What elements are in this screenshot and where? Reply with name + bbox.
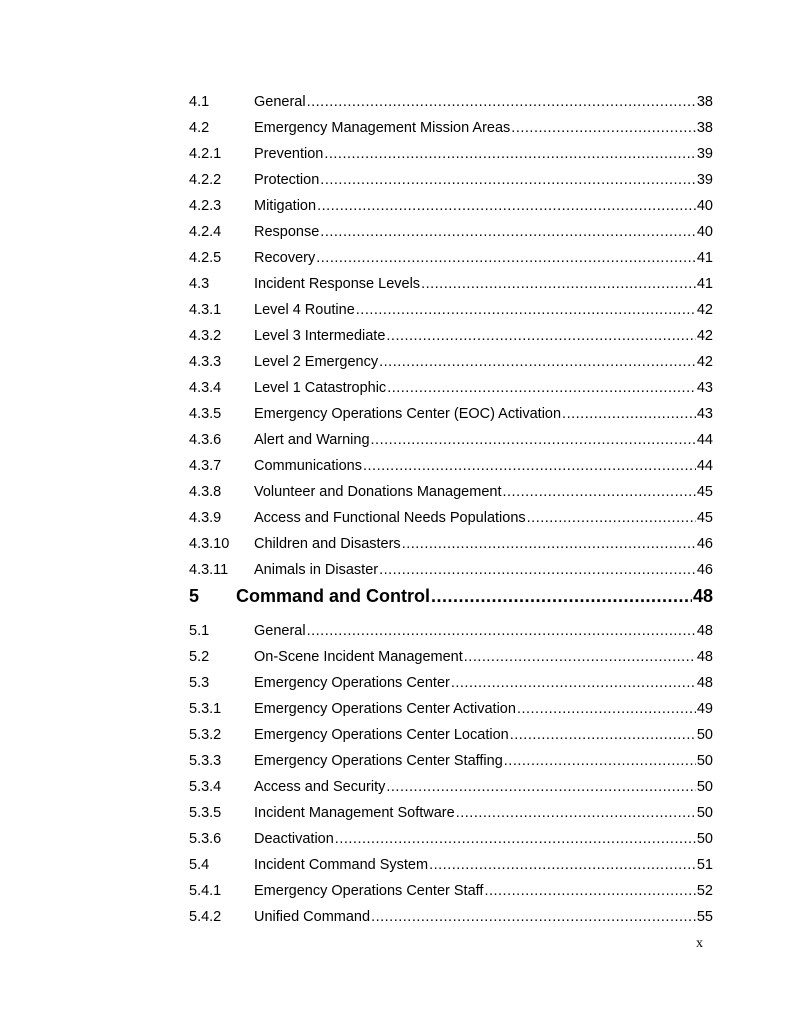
toc-number: 4.2.4 xyxy=(189,224,222,240)
toc-number: 4.3.5 xyxy=(189,406,222,422)
toc-entry[interactable] xyxy=(189,751,713,771)
toc-title: Level 4 Routine xyxy=(254,302,355,318)
toc-number: 4.3.9 xyxy=(189,510,222,526)
toc-page-number: 50 xyxy=(696,805,713,821)
toc-number: 4.3.3 xyxy=(189,354,222,370)
toc-title: Recovery xyxy=(254,250,316,266)
toc-title: General xyxy=(254,623,306,639)
toc-entry[interactable] xyxy=(189,560,713,580)
dot-leader xyxy=(307,92,696,112)
toc-entry[interactable] xyxy=(189,352,713,372)
dot-leader xyxy=(511,118,696,138)
toc-title: Level 1 Catastrophic xyxy=(254,380,387,396)
toc-entry[interactable] xyxy=(189,803,713,823)
toc-number: 5.4.1 xyxy=(189,883,222,899)
toc-entry[interactable] xyxy=(189,222,713,242)
toc-number: 5.2 xyxy=(189,649,210,665)
dot-leader xyxy=(456,803,696,823)
dot-leader xyxy=(324,144,696,164)
toc-title: Emergency Operations Center (EOC) Activation xyxy=(254,406,562,422)
toc-number: 5.3 xyxy=(189,675,210,691)
toc-number: 4.3.1 xyxy=(189,302,222,318)
toc-entry[interactable] xyxy=(189,378,713,398)
toc-page-number: 40 xyxy=(696,224,713,240)
toc-number: 4.2.3 xyxy=(189,198,222,214)
toc-entry[interactable] xyxy=(189,118,713,138)
toc-title: Incident Response Levels xyxy=(254,276,421,292)
toc-title: Incident Command System xyxy=(254,857,429,873)
toc-entry[interactable] xyxy=(189,855,713,875)
dot-leader xyxy=(320,170,696,190)
toc-entry[interactable] xyxy=(189,881,713,901)
dot-leader xyxy=(464,647,696,667)
dot-leader xyxy=(379,560,696,580)
toc-number: 4.3.2 xyxy=(189,328,222,344)
toc-entry[interactable] xyxy=(189,777,713,797)
dot-leader xyxy=(335,829,696,849)
toc-page-number: 39 xyxy=(696,172,713,188)
toc-number: 4.3.4 xyxy=(189,380,222,396)
toc-entry[interactable] xyxy=(189,404,713,424)
dot-leader xyxy=(429,855,696,875)
dot-leader xyxy=(320,222,696,242)
toc-entry[interactable] xyxy=(189,907,713,927)
toc-number: 4.3.11 xyxy=(189,562,229,578)
toc-title: Emergency Operations Center Staffing xyxy=(254,753,503,769)
toc-number: 4.3 xyxy=(189,276,210,292)
dot-leader xyxy=(504,751,696,771)
page-number: x xyxy=(696,936,703,951)
toc-number: 5 xyxy=(189,586,200,606)
toc-entry[interactable] xyxy=(189,144,713,164)
toc-title: Access and Security xyxy=(254,779,386,795)
toc-title: Emergency Operations Center Activation xyxy=(254,701,516,717)
toc-page-number: 42 xyxy=(696,302,713,318)
toc-entry[interactable] xyxy=(189,456,713,476)
toc-title: Communications xyxy=(254,458,362,474)
toc-page-number: 52 xyxy=(696,883,713,899)
toc-number: 4.3.8 xyxy=(189,484,222,500)
toc-entry[interactable] xyxy=(189,829,713,849)
toc-page-number: 55 xyxy=(696,909,713,925)
toc-page-number: 46 xyxy=(696,536,713,552)
toc-page-number: 50 xyxy=(696,753,713,769)
dot-leader xyxy=(363,456,696,476)
toc-entry[interactable] xyxy=(189,248,713,268)
toc-number: 4.2.1 xyxy=(189,146,222,162)
toc-title: Deactivation xyxy=(254,831,334,847)
toc-page-number: 39 xyxy=(696,146,713,162)
toc-number: 5.4 xyxy=(189,857,210,873)
toc-entry[interactable] xyxy=(189,621,713,641)
toc-title: Mitigation xyxy=(254,198,317,214)
dot-leader xyxy=(316,248,696,268)
toc-entry[interactable] xyxy=(189,673,713,693)
toc-number: 4.2 xyxy=(189,120,210,136)
toc-entry[interactable] xyxy=(189,482,713,502)
toc-page-number: 43 xyxy=(696,380,713,396)
toc-number: 5.3.4 xyxy=(189,779,222,795)
toc-page-number: 48 xyxy=(692,586,713,606)
toc-number: 5.4.2 xyxy=(189,909,222,925)
toc-number: 4.3.6 xyxy=(189,432,222,448)
toc-title: Level 2 Emergency xyxy=(254,354,379,370)
toc-page-number: 45 xyxy=(696,484,713,500)
toc-page-number: 51 xyxy=(696,857,713,873)
toc-page-number: 38 xyxy=(696,120,713,136)
toc-entry[interactable] xyxy=(189,725,713,745)
toc-title: Emergency Operations Center Location xyxy=(254,727,509,743)
toc-title: On-Scene Incident Management xyxy=(254,649,463,665)
dot-leader xyxy=(484,881,695,901)
toc-number: 5.3.2 xyxy=(189,727,222,743)
toc-number: 5.3.3 xyxy=(189,753,222,769)
toc-page-number: 50 xyxy=(696,727,713,743)
toc-entry[interactable] xyxy=(189,430,713,450)
toc-title: Response xyxy=(254,224,320,240)
toc-page-number: 40 xyxy=(696,198,713,214)
toc-title: Emergency Management Mission Areas xyxy=(254,120,511,136)
toc-entry[interactable] xyxy=(189,534,713,554)
toc-page-number: 38 xyxy=(696,94,713,110)
dot-leader xyxy=(510,725,696,745)
toc-page-number: 49 xyxy=(696,701,713,717)
toc-page-number: 42 xyxy=(696,328,713,344)
toc-page-number: 45 xyxy=(696,510,713,526)
toc-title: Level 3 Intermediate xyxy=(254,328,386,344)
toc-number: 5.1 xyxy=(189,623,210,639)
dot-leader xyxy=(517,699,696,719)
dot-leader xyxy=(387,378,696,398)
toc-title: Command and Control xyxy=(236,586,430,606)
toc-entry[interactable] xyxy=(189,300,713,320)
toc-number: 4.1 xyxy=(189,94,210,110)
toc-title: Emergency Operations Center xyxy=(254,675,450,691)
toc-number: 4.3.7 xyxy=(189,458,222,474)
dot-leader xyxy=(379,352,696,372)
dot-leader xyxy=(502,482,695,502)
toc-number: 4.3.10 xyxy=(189,536,230,552)
toc-page-number: 48 xyxy=(696,675,713,691)
dot-leader xyxy=(451,673,696,693)
toc-title: Emergency Operations Center Staff xyxy=(254,883,484,899)
toc-title: Protection xyxy=(254,172,320,188)
toc-page-number: 41 xyxy=(696,250,713,266)
dot-leader xyxy=(317,196,696,216)
toc-page-number: 48 xyxy=(696,649,713,665)
dot-leader xyxy=(562,404,696,424)
toc-number: 5.3.5 xyxy=(189,805,222,821)
toc-entry[interactable] xyxy=(189,647,713,667)
dot-leader xyxy=(527,508,696,528)
toc-page-number: 44 xyxy=(696,458,713,474)
toc-number: 4.2.5 xyxy=(189,250,222,266)
toc-page-number: 44 xyxy=(696,432,713,448)
dot-leader xyxy=(421,274,696,294)
toc-entry[interactable] xyxy=(189,274,713,294)
dot-leader xyxy=(356,300,696,320)
dot-leader xyxy=(371,430,696,450)
toc-page-number: 50 xyxy=(696,831,713,847)
toc-title: Incident Management Software xyxy=(254,805,455,821)
toc-title: Prevention xyxy=(254,146,324,162)
toc-title: Alert and Warning xyxy=(254,432,370,448)
toc-page-number: 42 xyxy=(696,354,713,370)
toc-entry[interactable] xyxy=(189,92,713,112)
toc-page-number: 48 xyxy=(696,623,713,639)
toc-entry[interactable] xyxy=(189,508,713,528)
toc-title: General xyxy=(254,94,306,110)
toc-entry[interactable] xyxy=(189,699,713,719)
dot-leader xyxy=(431,584,692,608)
toc-heading[interactable] xyxy=(189,584,713,608)
dot-leader xyxy=(386,777,695,797)
toc-number: 4.2.2 xyxy=(189,172,222,188)
toc-title: Animals in Disaster xyxy=(254,562,379,578)
toc-title: Children and Disasters xyxy=(254,536,401,552)
dot-leader xyxy=(307,621,696,641)
dot-leader xyxy=(402,534,696,554)
dot-leader xyxy=(386,326,695,346)
toc-page-number: 46 xyxy=(696,562,713,578)
toc-title: Unified Command xyxy=(254,909,371,925)
dot-leader xyxy=(371,907,696,927)
toc-number: 5.3.6 xyxy=(189,831,222,847)
toc-page-number: 41 xyxy=(696,276,713,292)
toc-entry[interactable] xyxy=(189,196,713,216)
toc-title: Access and Functional Needs Populations xyxy=(254,510,526,526)
toc-page-number: 43 xyxy=(696,406,713,422)
toc-entry[interactable] xyxy=(189,326,713,346)
toc-title: Volunteer and Donations Management xyxy=(254,484,502,500)
toc-entry[interactable] xyxy=(189,170,713,190)
toc-number: 5.3.1 xyxy=(189,701,222,717)
toc-page-number: 50 xyxy=(696,779,713,795)
